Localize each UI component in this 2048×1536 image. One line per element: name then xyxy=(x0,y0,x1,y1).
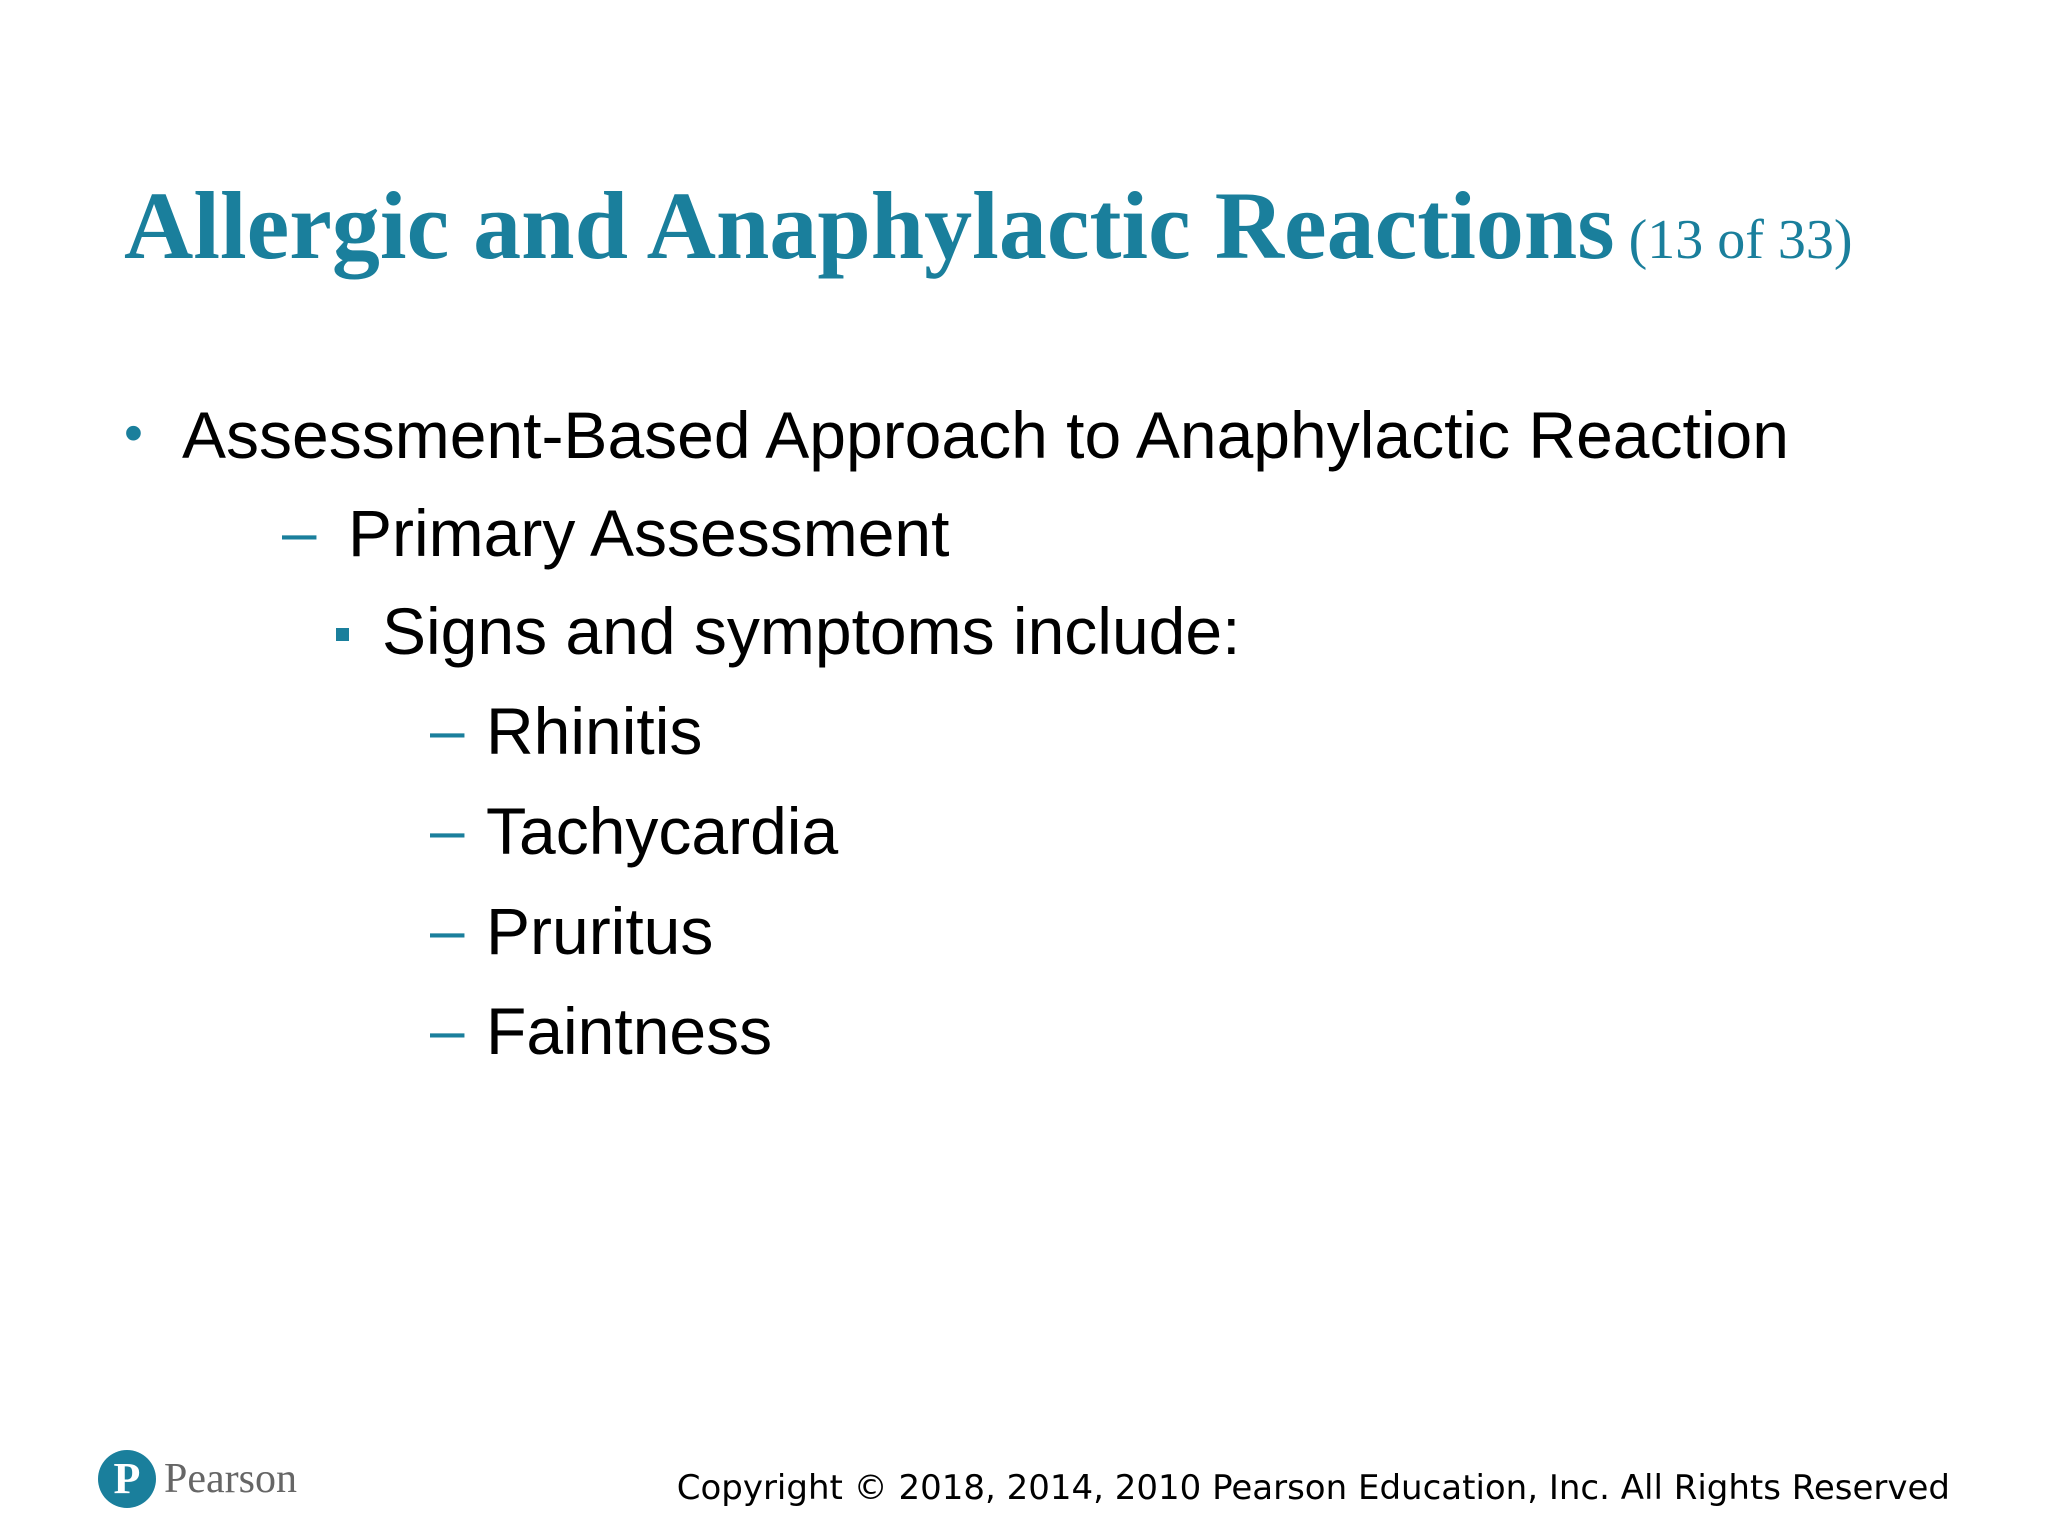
symptom-item: Pruritus xyxy=(486,894,714,968)
dash-icon: – xyxy=(430,796,465,865)
bullet-level3-text: Signs and symptoms include: xyxy=(382,594,1241,668)
slide-title xyxy=(124,172,1853,279)
dash-icon: – xyxy=(430,996,465,1065)
pearson-logo-letter: P xyxy=(113,1454,141,1503)
bullet-level1-text: Assessment-Based Approach to Anaphylactic Reaction xyxy=(182,398,1789,472)
square-bullet-icon xyxy=(336,628,349,641)
dash-icon: – xyxy=(430,896,465,965)
slide-counter: (13 of 33) xyxy=(1628,209,1853,271)
pearson-logo xyxy=(98,1450,297,1508)
bullet-icon: • xyxy=(124,403,143,463)
pearson-logo-text: Pearson xyxy=(164,1456,297,1502)
bullet-level2-text: Primary Assessment xyxy=(348,496,950,570)
dash-icon: – xyxy=(430,696,465,765)
slide-title-text: Allergic and Anaphylactic Reactions xyxy=(124,172,1615,279)
symptom-item: Faintness xyxy=(486,994,773,1068)
dash-icon: – xyxy=(282,498,317,567)
copyright-notice: Copyright © 2018, 2014, 2010 Pearson Education, Inc. All Rights Reserved xyxy=(676,1468,1950,1508)
symptom-item: Rhinitis xyxy=(486,694,703,768)
symptom-item: Tachycardia xyxy=(486,794,839,868)
pearson-logo-icon xyxy=(98,1450,156,1508)
